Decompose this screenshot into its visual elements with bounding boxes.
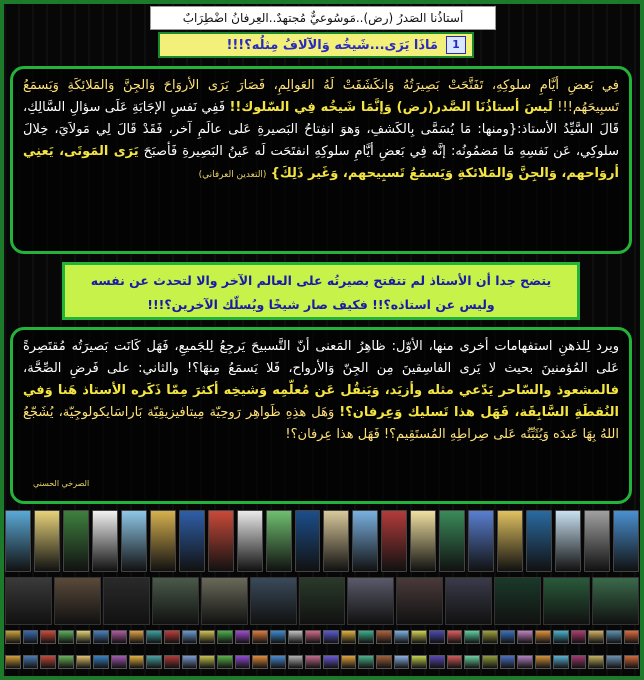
- book-thumbnail[interactable]: [182, 630, 198, 644]
- book-thumbnail[interactable]: [146, 655, 162, 669]
- panel1-text-2: لَيسَ أستاذُنَا الصَّدر(رض) وَإنَّمَا شَيخُه فِي السّلوك!!: [229, 100, 553, 115]
- book-thumbnail[interactable]: [341, 655, 357, 669]
- highlight-text: يتضح جدا أن الأستاذ لم تتفتح بصيرتُه على العالم الآخر والا لتحدث عن نفسه وليس عن استاذه؟!! فكيف صار شيخًا ويُسلّك الآخرين؟!!!: [90, 273, 552, 312]
- book-thumbnail[interactable]: [40, 630, 56, 644]
- book-cover[interactable]: [323, 510, 349, 572]
- book-cover[interactable]: [410, 510, 436, 572]
- book-thumbnail[interactable]: [429, 630, 445, 644]
- question-title: [158, 32, 474, 58]
- book-thumbnail[interactable]: [288, 655, 304, 669]
- book-thumbnail[interactable]: [23, 655, 39, 669]
- book-thumbnail[interactable]: [482, 655, 498, 669]
- book-cover[interactable]: [613, 510, 639, 572]
- book-thumbnail[interactable]: [517, 630, 533, 644]
- panel1-text-3: فَفِي نَفسِ الإجَابَةِ عَلَى سؤالِ السَّالِكِ، قَالَ السَّيِّدُ الأستاذ:{ومنها: مَا يُسَمَّى بِالكَشفِ، وَهوَ انفِتاحُ البَصيرةِ عَلى عالَمِ آخر، فَقَدْ قَالَ لِي مَولاَيَ، خِلالَ سلوكِي، عَن نَفسِهِ مَا مَضمُونُه: إنَّه فِي بَعضِ أيَّامِ سلوكِهِ انفتَحَت لَه عَينُ البَصِيرةِ فَأصبَحَ: [23, 100, 619, 159]
- book-thumbnail[interactable]: [500, 655, 516, 669]
- gallery-photo[interactable]: [445, 577, 492, 625]
- book-cover[interactable]: [237, 510, 263, 572]
- book-cover[interactable]: [208, 510, 234, 572]
- book-thumbnail[interactable]: [394, 630, 410, 644]
- gallery-photo[interactable]: [592, 577, 639, 625]
- book-cover[interactable]: [468, 510, 494, 572]
- book-cover[interactable]: [150, 510, 176, 572]
- gallery-photo[interactable]: [494, 577, 541, 625]
- quote-panel: [10, 66, 632, 254]
- photo-strip: [5, 577, 639, 625]
- book-thumbnail[interactable]: [270, 630, 286, 644]
- book-thumbnail[interactable]: [76, 630, 92, 644]
- panel1-text-4: يَرَى المَوتَى، يَعنِي أروَاحهم، وَالجِنَّ وَالمَلائكةِ وَيَسمَعُ تَسبِيحهم، وَغَير ذَلِكَ}: [23, 144, 619, 181]
- panel1-text-1: فِي بَعضِ أيَّامِ سلوكِهِ، تَفَتَّحَتْ بَصِيرَتُهُ وَانكَشَفَتْ لَهُ العَوالِمِ، فَصَارَ يَرَى الأروَاحَ وَالجِنَّ وَالمَلائِكَةِ وَيَسمَعُ تَسبِيحَهُم!!!: [23, 78, 619, 115]
- book-cover[interactable]: [34, 510, 60, 572]
- book-thumbnail[interactable]: [606, 655, 622, 669]
- book-thumbnail[interactable]: [323, 630, 339, 644]
- book-thumbnail[interactable]: [76, 655, 92, 669]
- book-thumbnail[interactable]: [624, 630, 640, 644]
- book-covers-row: [5, 510, 639, 572]
- book-thumbnail[interactable]: [111, 630, 127, 644]
- book-thumbnail[interactable]: [571, 655, 587, 669]
- book-thumbnail[interactable]: [358, 630, 374, 644]
- gallery-photo[interactable]: [250, 577, 297, 625]
- book-thumbnail[interactable]: [111, 655, 127, 669]
- book-thumbnail[interactable]: [411, 655, 427, 669]
- panel3-text-3: وَهَل هذِهِ ظَواهِر رَوحِيّة مِيتافيزيقِيّة بَاراسَايكولوجِيّة، يُشَجّعُ اللهُ بِهَا عَبدَه وَيُثَبِّتُه عَلى صِراطِهِ المُستَقِيم؟! فَهَل هذا عِرفان؟!: [23, 405, 619, 442]
- book-thumbnail[interactable]: [129, 655, 145, 669]
- book-cover[interactable]: [526, 510, 552, 572]
- book-thumbnail[interactable]: [199, 655, 215, 669]
- gallery-photo[interactable]: [299, 577, 346, 625]
- panel3-text-2: فالمشعوذ والسّاحر يَدّعي مثله وأزيَد، وَيَنقُل عَن مُعلّمِه وَشيخِه أكثرَ مِمّا ذَكَره الأستاذ هَنا وَفي النُقطَةِ السَّابِقَة، فَهَل هذا تَسليك وَعِرفان؟!: [23, 383, 619, 420]
- book-thumbnail[interactable]: [288, 630, 304, 644]
- gallery-photo[interactable]: [152, 577, 199, 625]
- book-thumbnail[interactable]: [164, 630, 180, 644]
- book-thumbnail[interactable]: [358, 655, 374, 669]
- gallery-photo[interactable]: [396, 577, 443, 625]
- gallery-photo[interactable]: [201, 577, 248, 625]
- book-thumbnail[interactable]: [535, 655, 551, 669]
- book-thumbnail[interactable]: [394, 655, 410, 669]
- book-thumbnail[interactable]: [323, 655, 339, 669]
- signature: الصرخي الحسني: [33, 479, 90, 488]
- questions-panel: [10, 327, 632, 504]
- book-thumbnail[interactable]: [376, 630, 392, 644]
- book-thumbnail[interactable]: [571, 630, 587, 644]
- header-title: [150, 6, 496, 30]
- book-cover[interactable]: [179, 510, 205, 572]
- book-thumbnail[interactable]: [588, 655, 604, 669]
- book-thumbnail[interactable]: [40, 655, 56, 669]
- book-thumbnail[interactable]: [553, 655, 569, 669]
- book-cover[interactable]: [497, 510, 523, 572]
- book-thumbnail[interactable]: [129, 630, 145, 644]
- gallery-photo[interactable]: [5, 577, 52, 625]
- gallery-photo[interactable]: [54, 577, 101, 625]
- book-thumbnail[interactable]: [500, 630, 516, 644]
- book-thumbnail[interactable]: [199, 630, 215, 644]
- book-thumbnail[interactable]: [482, 630, 498, 644]
- book-thumbnail[interactable]: [464, 630, 480, 644]
- thumbnail-row-bottom: [5, 655, 639, 669]
- book-thumbnail[interactable]: [146, 630, 162, 644]
- book-thumbnail[interactable]: [464, 655, 480, 669]
- header-title-text: أستاذُنا الصَدرُ (رض)..مَوسُوعيٌّ مُجتهدٌ..العِرفانُ اضْطِرَابٌ: [182, 11, 464, 25]
- book-thumbnail[interactable]: [235, 630, 251, 644]
- book-thumbnail[interactable]: [535, 630, 551, 644]
- thumbnail-row-top: [5, 630, 639, 644]
- book-thumbnail[interactable]: [93, 630, 109, 644]
- book-thumbnail[interactable]: [447, 630, 463, 644]
- book-cover[interactable]: [439, 510, 465, 572]
- book-thumbnail[interactable]: [305, 655, 321, 669]
- panel3-text-1: ويرد لِلذهنِ استفهامات أخرى منها، الأوّل: ظاهِرُ المَعنى أنّ التَّسبيحَ يَرجِعُ لِلجَميعِ، فَهَل كَانَت بَصيرَتُه مُقتَصِرةً عَلى المُؤمنينَ بحيث لا يَرى الفاسِقينَ مِن الجِنّ وَالأرواح، فَلا يَسمَعُ مِنهَا؟! والثاني: على فَرضِ الصِّحَّة،: [23, 339, 619, 376]
- book-thumbnail[interactable]: [341, 630, 357, 644]
- book-cover[interactable]: [63, 510, 89, 572]
- book-cover[interactable]: [92, 510, 118, 572]
- book-thumbnail[interactable]: [235, 655, 251, 669]
- book-thumbnail[interactable]: [252, 655, 268, 669]
- book-thumbnail[interactable]: [58, 655, 74, 669]
- book-thumbnail[interactable]: [182, 655, 198, 669]
- gallery-photo[interactable]: [103, 577, 150, 625]
- book-thumbnail[interactable]: [447, 655, 463, 669]
- book-thumbnail[interactable]: [411, 630, 427, 644]
- book-cover[interactable]: [295, 510, 321, 572]
- book-thumbnail[interactable]: [58, 630, 74, 644]
- book-cover[interactable]: [381, 510, 407, 572]
- book-thumbnail[interactable]: [606, 630, 622, 644]
- book-thumbnail[interactable]: [5, 630, 21, 644]
- book-cover[interactable]: [5, 510, 31, 572]
- book-cover[interactable]: [584, 510, 610, 572]
- book-thumbnail[interactable]: [305, 630, 321, 644]
- book-thumbnail[interactable]: [93, 655, 109, 669]
- book-thumbnail[interactable]: [517, 655, 533, 669]
- gallery-photo[interactable]: [347, 577, 394, 625]
- gallery-photo[interactable]: [543, 577, 590, 625]
- book-thumbnail[interactable]: [23, 630, 39, 644]
- book-thumbnail[interactable]: [429, 655, 445, 669]
- book-thumbnail[interactable]: [5, 655, 21, 669]
- question-text: مَاذَا يَرَى...شَيخُه وَالآلافُ مِثلُه؟!!!: [226, 37, 438, 53]
- book-thumbnail[interactable]: [588, 630, 604, 644]
- book-cover[interactable]: [266, 510, 292, 572]
- book-thumbnail[interactable]: [217, 655, 233, 669]
- book-cover[interactable]: [555, 510, 581, 572]
- book-cover[interactable]: [121, 510, 147, 572]
- highlight-box: [62, 262, 580, 320]
- book-thumbnail[interactable]: [624, 655, 640, 669]
- question-number-badge: 1: [446, 36, 466, 54]
- book-thumbnail[interactable]: [252, 630, 268, 644]
- book-thumbnail[interactable]: [376, 655, 392, 669]
- book-thumbnail[interactable]: [217, 630, 233, 644]
- book-thumbnail[interactable]: [270, 655, 286, 669]
- book-cover[interactable]: [352, 510, 378, 572]
- book-thumbnail[interactable]: [553, 630, 569, 644]
- panel1-source: (التعدين العرفاني): [198, 170, 267, 180]
- book-thumbnail[interactable]: [164, 655, 180, 669]
